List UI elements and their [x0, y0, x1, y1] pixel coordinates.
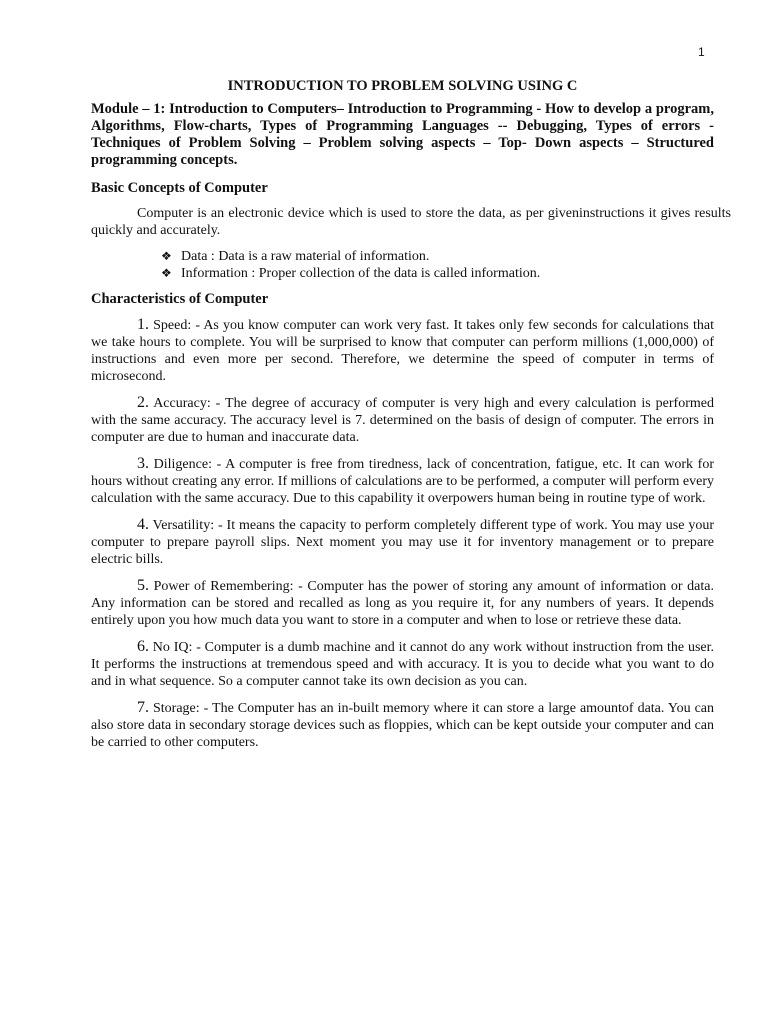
page-number: 1	[698, 45, 705, 59]
module-summary: Module – 1: Introduction to Computers– Introduction to Programming - How to develop a program, Algorithms, Flow-charts, Types of Programming Languages -- Debugging, Types of errors - Techniques of Problem Solving – Problem solving aspects – Top- Down aspects – Structured programming concepts.	[91, 101, 714, 168]
characteristic-paragraph	[91, 638, 714, 690]
item-number: 5.	[137, 577, 149, 594]
diamond-bullet-icon: ❖	[161, 266, 172, 280]
characteristic-paragraph	[91, 516, 714, 568]
section-heading-characteristics: Characteristics of Computer	[91, 291, 269, 307]
item-text: Speed: - As you know computer can work very fast. It takes only few seconds for calculations that we take hours to complete. You will be surprised to know that computer can perform millions (1,000,000) of instructions and even more per second. Therefore, we determine the speed of computer in terms of microsecond.	[91, 318, 714, 384]
list-item	[161, 265, 714, 282]
item-text: Storage: - The Computer has an in-built memory where it can store a large amountof data. You can also store data in secondary storage devices such as floppies, which can be kept outside your computer and can be carried to other computers.	[91, 701, 714, 750]
item-number: 3.	[137, 455, 149, 472]
list-item-text: Data : Data is a raw material of information.	[181, 249, 430, 264]
page-content	[91, 77, 731, 760]
diamond-bullet-icon: ❖	[161, 249, 172, 263]
characteristic-paragraph	[91, 455, 714, 507]
item-number: 1.	[137, 316, 149, 333]
basic-concepts-paragraph: Computer is an electronic device which is used to store the data, as per giveninstructions it gives results quickly and accurately.	[91, 206, 731, 238]
characteristic-paragraph	[91, 394, 714, 446]
item-number: 7.	[137, 699, 149, 716]
list-item-text: Information : Proper collection of the data is called information.	[181, 266, 541, 281]
item-text: Power of Remembering: - Computer has the power of storing any amount of information or data. Any information can be stored and recalled as long as you require it, for any numbers of years. It depends entirely upon you how much data you want to store in a computer and when to lose or retrieve these data.	[91, 579, 714, 628]
characteristic-paragraph	[91, 577, 714, 629]
item-text: Accuracy: - The degree of accuracy of computer is very high and every calculation is performed with the same accuracy. The accuracy level is 7. determined on the basis of design of computer. The errors in computer are due to human and inaccurate data.	[91, 396, 714, 445]
characteristic-paragraph	[91, 316, 714, 385]
item-number: 6.	[137, 638, 149, 655]
characteristic-paragraph	[91, 699, 714, 751]
item-number: 4.	[137, 516, 149, 533]
definition-list	[91, 248, 714, 282]
list-item	[161, 248, 714, 265]
item-text: No IQ: - Computer is a dumb machine and it cannot do any work without instruction from the user. It performs the instructions at tremendous speed and with accuracy. It is you to decide what you want to do and in what sequence. So a computer cannot take its own decision as you can.	[91, 640, 714, 689]
item-number: 2.	[137, 394, 149, 411]
document-title: INTRODUCTION TO PROBLEM SOLVING USING C	[227, 78, 578, 94]
item-text: Versatility: - It means the capacity to perform completely different type of work. You may use your computer to prepare payroll slips. Next moment you may use it for inventory management or to prepare electric bills.	[91, 518, 714, 567]
section-heading-basic-concepts: Basic Concepts of Computer	[91, 180, 268, 196]
item-text: Diligence: - A computer is free from tiredness, lack of concentration, fatigue, etc. It can work for hours without creating any error. If millions of calculations are to be performed, a computer will perform every calculation with the same accuracy. Due to this capability it overpowers human being in routine type of work.	[91, 457, 714, 506]
